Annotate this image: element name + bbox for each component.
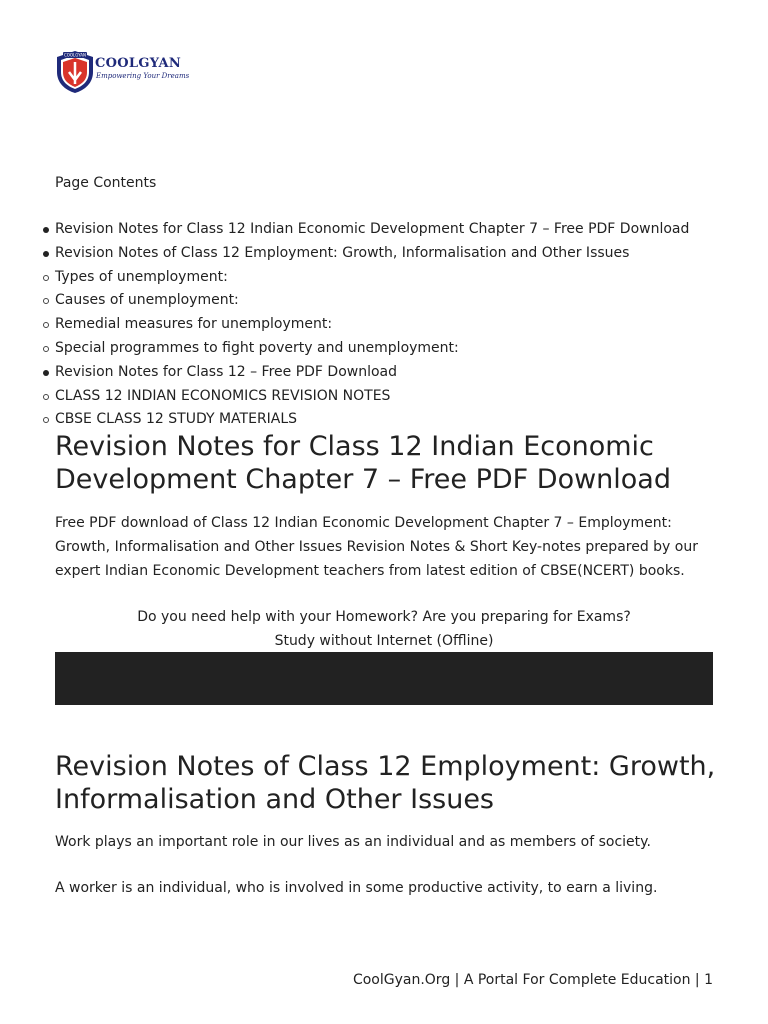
toc-item-label: Special programmes to fight poverty and unemployment:: [55, 339, 459, 356]
toc-item[interactable]: [0, 408, 689, 432]
toc-item-label: CBSE CLASS 12 STUDY MATERIALS: [55, 411, 298, 428]
hollow-bullet-icon: [43, 394, 49, 400]
toc-item[interactable]: [0, 218, 689, 242]
toc-item[interactable]: [0, 361, 689, 385]
table-of-contents: [0, 218, 689, 432]
toc-item-label: CLASS 12 INDIAN ECONOMICS REVISION NOTES: [55, 387, 391, 404]
work-paragraph: Work plays an important role in our lives as an individual and as members of society.: [55, 834, 651, 850]
filled-bullet-icon: [43, 251, 49, 257]
help-line-offline[interactable]: Study without Internet (Offline): [274, 633, 494, 649]
toc-item[interactable]: [0, 385, 689, 409]
toc-item[interactable]: [0, 337, 689, 361]
coolgyan-logo[interactable]: [55, 50, 195, 94]
worker-paragraph: A worker is an individual, who is involved in some productive activity, to earn a living.: [55, 880, 658, 896]
help-prompt: [55, 605, 713, 653]
toc-item[interactable]: [0, 242, 689, 266]
toc-item-label: Revision Notes for Class 12 Indian Economic Development Chapter 7 – Free PDF Download: [55, 221, 690, 237]
toc-item-label: Types of unemployment:: [55, 268, 228, 285]
logo-tagline: Empowering Your Dreams: [96, 72, 190, 80]
filled-bullet-icon: [43, 370, 49, 376]
toc-item[interactable]: [0, 313, 689, 337]
toc-item-label: Revision Notes for Class 12 – Free PDF Download: [55, 363, 398, 380]
ad-banner[interactable]: [55, 652, 713, 705]
hollow-bullet-icon: [43, 298, 49, 304]
page-contents-title: Page Contents: [55, 175, 157, 191]
toc-item-label: Remedial measures for unemployment:: [55, 316, 333, 333]
intro-paragraph: Free PDF download of Class 12 Indian Economic Development Chapter 7 – Employment: Growth, Informalisation and Other Issues Revision Notes & Short Key-notes prepared by our expert Indian Economic Development teachers from latest edition of CBSE(NCERT) books.: [55, 515, 698, 579]
filled-bullet-icon: [43, 227, 49, 233]
hollow-bullet-icon: [43, 346, 49, 352]
logo-small-text: COOLGYAN: [63, 52, 87, 58]
hollow-bullet-icon: [43, 275, 49, 281]
section-heading-employment: Revision Notes of Class 12 Employment: Growth, Informalisation and Other Issues: [55, 751, 716, 815]
help-line-homework: Do you need help with your Homework? Are you preparing for Exams?: [137, 609, 631, 625]
hollow-bullet-icon: [43, 417, 49, 423]
toc-item-label: Causes of unemployment:: [55, 292, 239, 309]
page-footer: CoolGyan.Org | A Portal For Complete Education | 1: [352, 972, 713, 988]
logo-title: COOLGYAN: [95, 56, 182, 71]
toc-item-label: Revision Notes of Class 12 Employment: Growth, Informalisation and Other Issues: [55, 244, 630, 261]
shield-logo-icon: [55, 50, 95, 94]
hollow-bullet-icon: [43, 322, 49, 328]
toc-item[interactable]: [0, 289, 689, 313]
section-heading-free-pdf: Revision Notes for Class 12 Indian Economic Development Chapter 7 – Free PDF Download: [55, 431, 671, 495]
toc-item[interactable]: [0, 266, 689, 290]
